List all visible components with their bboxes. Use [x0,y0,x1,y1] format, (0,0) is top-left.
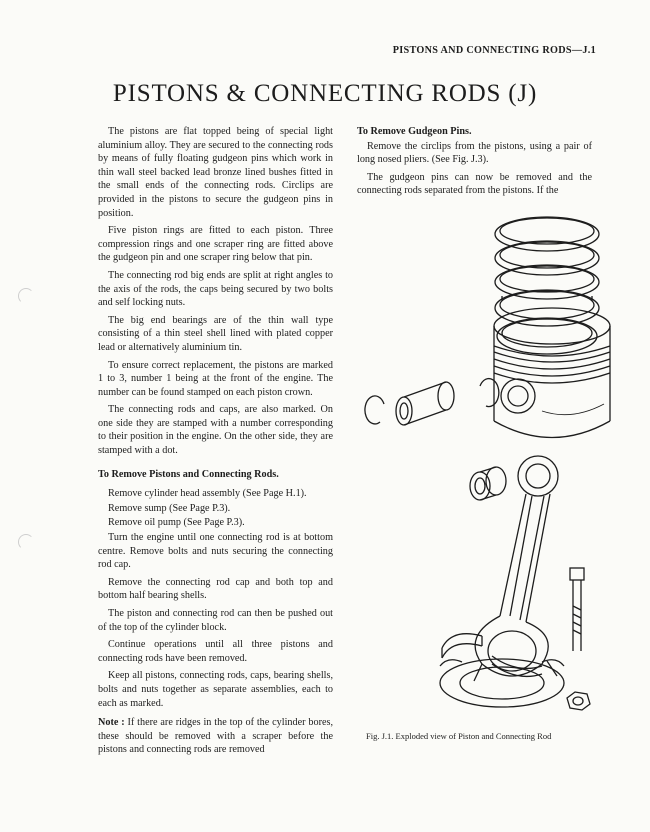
piston-rings [495,217,599,354]
step-push-out: The piston and connecting rod can then be pushed out of the top of the cylinder block. [98,608,333,633]
step-remove-sump: Remove sump (See Page P.3). [108,502,231,514]
left-column [98,125,333,761]
paragraph-remove-pins: The gudgeon pins can now be removed and the connecting rods separated from the pistons. If the [357,171,592,197]
note-label: Note : [98,717,125,729]
self-locking-nut [567,692,590,710]
page-title: PISTONS & CONNECTING RODS (J) [112,80,538,107]
connecting-rod [474,456,558,681]
paragraph-remove-circlips: Remove the circlips from the pistons, using a pair of long nosed pliers. (See Fig. J.3). [357,140,592,166]
step-remove-head: Remove cylinder head assembly (See Page H.1). [108,488,307,500]
circlip-left [365,396,384,424]
paragraph-piston-rings: Five piston rings are fitted to each piston. Three compression rings and one scraper ring are fitted above the gudgeon pin and one scraper ring below that pin. [98,225,333,264]
connecting-rod-cap [440,659,564,707]
paragraph-big-ends: The connecting rod big ends are split at right angles to the axis of the rods, the caps being secured by two bolts and self locking nuts. [98,269,333,309]
paragraph-rod-marking: The connecting rods and caps, are also marked. On one side they are stamped with a number corresponding to their position in the engine. On the other side, they are stamped with a dot. [98,404,333,457]
paragraph-intro: The pistons are flat topped being of special light aluminium alloy. They are secured to the connecting rods by means of fully floating gudgeon pins which work in thin wall steel backed lead bronze lined bushes fitted in the small ends of the connecting rods. Circlips are provided in the pistons to secure the gudgeon pins in position. [98,126,333,219]
note-paragraph [98,716,333,757]
step-turn-engine: Turn the engine until one connecting rod is at bottom centre. Remove bolts and nuts securing the connecting rod cap. [98,532,333,571]
cap-bolt [570,568,584,651]
paragraph-bearings: The big end bearings are of the thin wall type consisting of a thin steel shell lined with plated copper lead or alternatively aluminium tin. [98,314,333,353]
binder-hole-top [18,288,34,304]
right-column [357,125,592,202]
note-text: If there are ridges in the top of the cylinder bores, these should be removed with a scraper before the pistons and connecting rods are removed [98,717,334,756]
piston [494,308,610,438]
step-remove-cap: Remove the connecting rod cap and both top and bottom half bearing shells. [98,576,333,602]
step-keep-together: Keep all pistons, connecting rods, caps, bearing shells, bolts and nuts together as separate assemblies, each to each as marked. [98,670,333,709]
figure-caption: Fig. J.1. Exploded view of Piston and Connecting Rod [366,731,552,741]
step-continue: Continue operations until all three pistons and connecting rods have been removed. [98,639,333,664]
paragraph-piston-marking: To ensure correct replacement, the pistons are marked 1 to 3, number 1 being at the front of the engine. The number can be found stamped on each piston crown. [98,359,333,398]
exploded-view-illustration [342,196,612,726]
small-end-bush [470,467,506,500]
circlip-right [480,379,499,407]
running-head: PISTONS AND CONNECTING RODS—J.1 [392,45,596,56]
binder-hole-bottom [18,534,34,550]
section-heading-gudgeon-pins: To Remove Gudgeon Pins. [357,126,472,137]
gudgeon-pin [396,382,454,425]
section-heading-remove-pistons: To Remove Pistons and Connecting Rods. [98,468,279,480]
step-remove-oil-pump: Remove oil pump (See Page P.3). [108,517,245,529]
